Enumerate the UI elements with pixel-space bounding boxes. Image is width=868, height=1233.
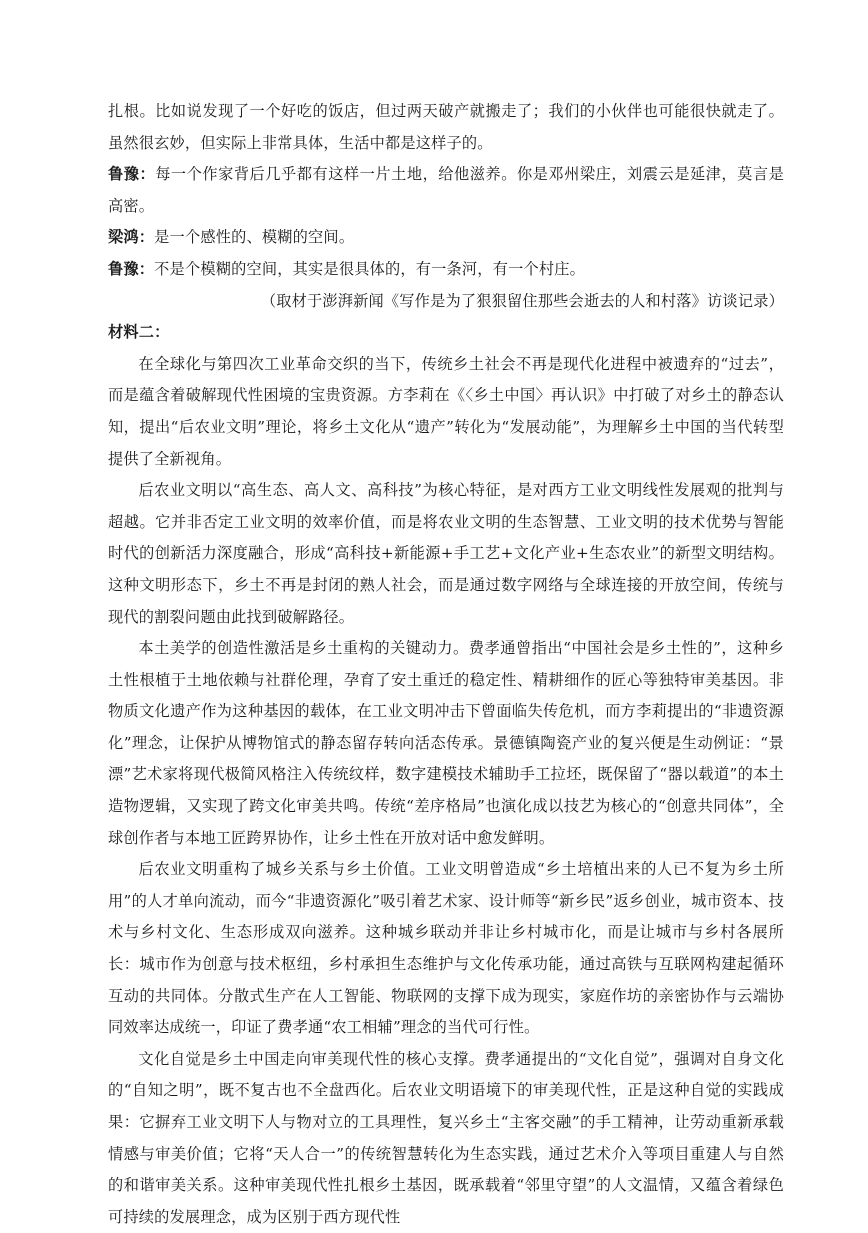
dialog-text: 是一个感性的、模糊的空间。	[154, 228, 355, 247]
body-paragraph: 后农业文明重构了城乡关系与乡土价值。工业文明曾造成“乡土培植出来的人已不复为乡土所用”的人才单向流动，而今“非遗资源化”吸引着艺术家、设计师等“新乡民”返乡创业，城市资本、技术与乡村文化、生态形成双向滋养。这种城乡联动并非让乡村城市化，而是让城市与乡村各展所长：城市作为创意与技术枢纽，乡村承担生态维护与文化传承功能，通过高铁与互联网构建起循环互动的共同体。分散式生产在人工智能、物联网的支撑下成为现实，家庭作坊的亲密协作与云端协同效率达成统一，印证了费孝通“农工相辅”理念的当代可行性。	[108, 860, 784, 1037]
document-page	[108, 96, 784, 1233]
body-paragraph: 本土美学的创造性激活是乡土重构的关键动力。费孝通曾指出“中国社会是乡土性的”，这种乡土性根植于土地依赖与社群伦理，孕育了安土重迁的稳定性、精耕细作的匠心等独特审美基因。非物质文化遗产作为这种基因的载体，在工业文明冲击下曾面临失传危机，而方李莉提出的“非遗资源化”理念，让保护从博物馆式的静态留存转向活态传承。景德镇陶瓷产业的复兴便是生动例证：“景漂”艺术家将现代极简风格注入传统纹样，数字建模技术辅助手工拉坯，既保留了“器以载道”的本土造物逻辑，又实现了跨文化审美共鸣。传统“差序格局”也演化成以技艺为核心的“创意共同体”，全球创作者与本地工匠跨界协作，让乡土性在开放对话中愈发鲜明。	[108, 639, 784, 847]
section-heading: 材料二：	[108, 323, 170, 342]
dialog-text: 每一个作家背后几乎都有这样一片土地，给他滋养。你是邓州梁庄，刘震云是延津，莫言是高密。	[108, 165, 784, 215]
body-paragraph: 文化自觉是乡土中国走向审美现代性的核心支撑。费孝通提出的“文化自觉”，强调对自身文化的“自知之明”，既不复古也不全盘西化。后农业文明语境下的审美现代性，正是这种自觉的实践成果：它摒弃工业文明下人与物对立的工具理性，复兴乡土“主客交融”的手工精神，让劳动重新承载情感与审美价值；它将“天人合一”的传统智慧转化为生态实践，通过艺术介入等项目重建人与自然的和谐审美关系。这种审美现代性扎根乡土基因，既承载着“邻里守望”的人文温情，又蕴含着绿色可持续的发展理念，成为区别于西方现代性	[108, 1049, 784, 1226]
speaker-label: 鲁豫：	[108, 259, 155, 278]
dialog-line	[108, 222, 784, 254]
speaker-label: 梁鸿：	[108, 228, 155, 247]
dialog-line	[108, 254, 784, 286]
dialog-text: 不是个模糊的空间，其实是很具体的，有一条河，有一个村庄。	[154, 259, 586, 278]
source-citation: （取材于澎湃新闻《写作是为了狠狠留住那些会逝去的人和村落》访谈记录）	[260, 291, 784, 310]
speaker-label: 鲁豫：	[108, 165, 156, 184]
body-paragraph: 后农业文明以“高生态、高人文、高科技”为核心特征，是对西方工业文明线性发展观的批判与超越。它并非否定工业文明的效率价值，而是将农业文明的生态智慧、工业文明的技术优势与智能时代的创新活力深度融合，形成“高科技+新能源+手工艺+文化产业+生态农业”的新型文明结构。这种文明形态下，乡土不再是封闭的熟人社会，而是通过数字网络与全球连接的开放空间，传统与现代的割裂问题由此找到破解路径。	[108, 481, 784, 626]
interview-continuation: 扎根。比如说发现了一个好吃的饭店，但过两天破产就搬走了；我们的小伙伴也可能很快就走了。虽然很玄妙，但实际上非常具体，生活中都是这样子的。	[108, 102, 784, 152]
dialog-line	[108, 159, 784, 222]
body-paragraph: 在全球化与第四次工业革命交织的当下，传统乡土社会不再是现代化进程中被遗弃的“过去”，而是蕴含着破解现代性困境的宝贵资源。方李莉在《〈乡土中国〉再认识》中打破了对乡土的静态认知，提出“后农业文明”理论，将乡土文化从“遗产”转化为“发展动能”，为理解乡土中国的当代转型提供了全新视角。	[108, 354, 784, 468]
